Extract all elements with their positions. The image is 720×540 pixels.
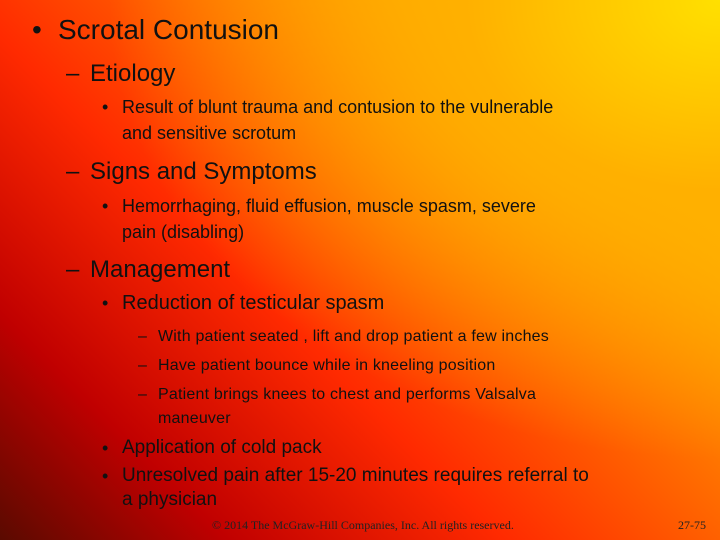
title-bullet: •: [32, 14, 42, 45]
etiology-dash: –: [66, 60, 80, 87]
signs-item-line1: Hemorrhaging, fluid effusion, muscle spasm, severe: [122, 196, 536, 216]
reduction-bullet: •: [102, 293, 109, 313]
signs-dash: –: [66, 158, 80, 185]
copyright-text: © 2014 The McGraw-Hill Companies, Inc. All rights reserved.: [212, 518, 514, 532]
signs-item-bullet: •: [102, 196, 109, 216]
sub3-item-line1: Patient brings knees to chest and performs Valsalva: [158, 386, 537, 403]
referral-item-line1: Unresolved pain after 15-20 minutes requires referral to: [122, 465, 589, 486]
reduction-item: Reduction of testicular spasm: [122, 292, 385, 314]
referral-item-line2: a physician: [122, 489, 218, 510]
sub1-dash: –: [138, 328, 148, 345]
cold-pack-bullet: •: [102, 438, 109, 458]
etiology-item-line2: and sensitive scrotum: [122, 123, 297, 143]
etiology-item-bullet: •: [102, 97, 109, 117]
referral-bullet: •: [102, 466, 109, 486]
sub3-dash: –: [138, 386, 148, 403]
sub3-item-line2: maneuver: [158, 410, 231, 427]
etiology-heading: Etiology: [90, 60, 176, 87]
etiology-item-line1: Result of blunt trauma and contusion to the vulnerable: [122, 97, 554, 117]
cold-pack-item: Application of cold pack: [122, 437, 322, 458]
sub1-item: With patient seated , lift and drop patient a few inches: [158, 328, 549, 345]
signs-item-line2: pain (disabling): [122, 222, 245, 242]
slide-title: Scrotal Contusion: [58, 14, 280, 45]
management-dash: –: [66, 256, 80, 283]
sub2-item: Have patient bounce while in kneeling position: [158, 357, 496, 374]
management-heading: Management: [90, 256, 231, 283]
sub2-dash: –: [138, 357, 148, 374]
signs-heading: Signs and Symptoms: [90, 158, 317, 185]
slide-number: 27-75: [678, 518, 706, 532]
